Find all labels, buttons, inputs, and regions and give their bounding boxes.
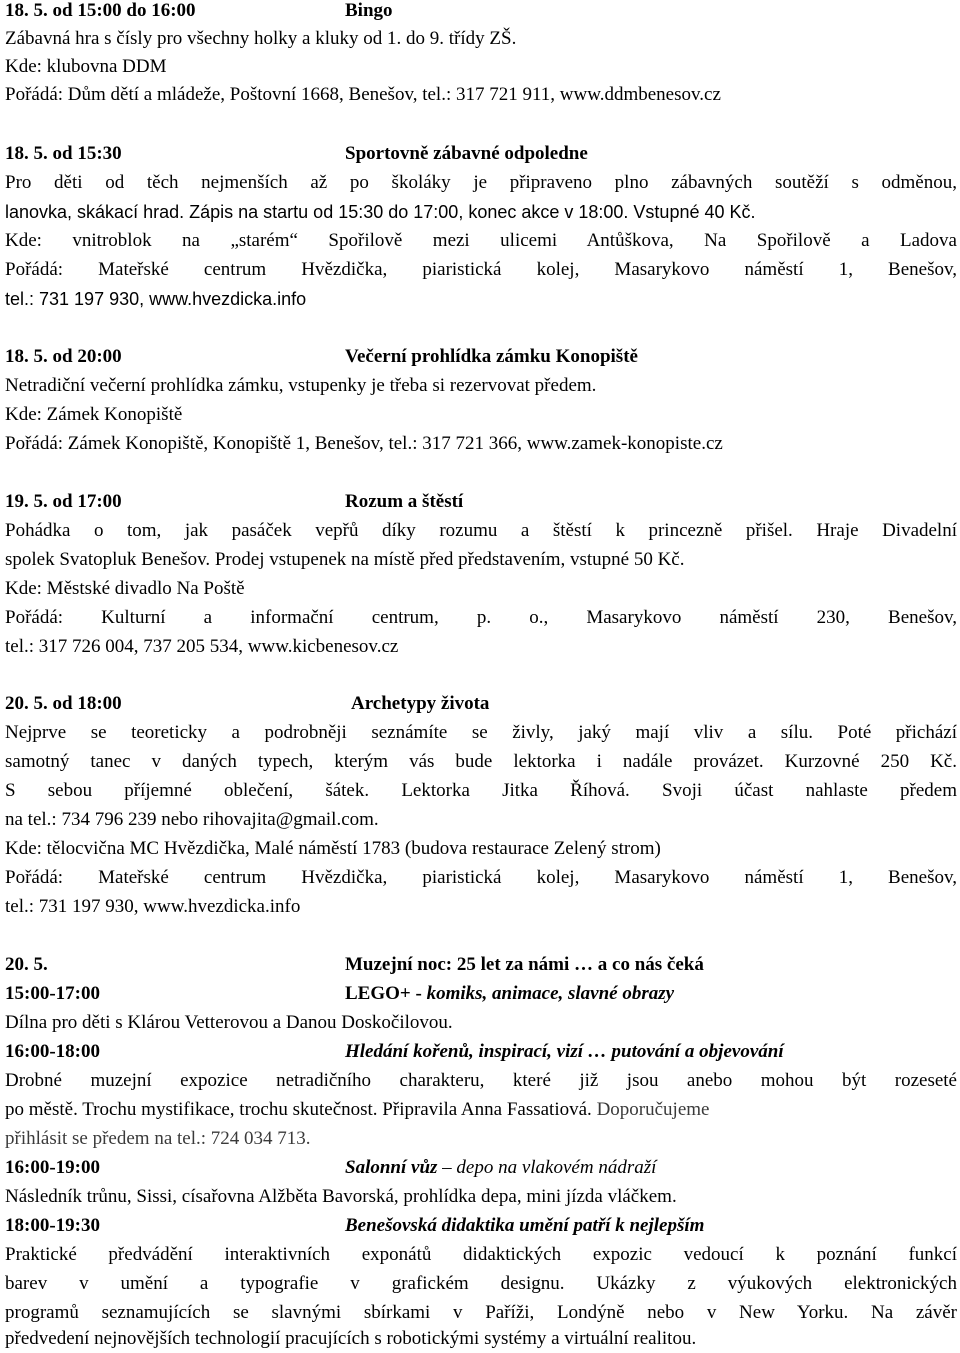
event-text: Netradiční večerní prohlídka zámku, vstupenky je třeba si rezervovat předem. (5, 375, 597, 396)
event-header-bingo (5, 0, 957, 25)
event-text: Pohádka o tom, jak pasáček vepřů díky rozumu a štěstí k princezně přišel. Hraje Divadelní (5, 520, 957, 541)
event-title: Bingo (345, 0, 393, 21)
museum-item-title: Hledání kořenů, inspirací, vizí … putování a objevování (345, 1041, 784, 1062)
museum-item-text-part: Doporučujeme (596, 1099, 710, 1120)
event-organizer: Pořádá: Zámek Konopiště, Konopiště 1, Benešov, tel.: 317 721 366, www.zamek-konopiste.cz (5, 433, 723, 454)
museum-item-title-bold: LEGO+ - (345, 983, 427, 1004)
museum-item-header (5, 1212, 957, 1240)
event-organizer: Pořádá: Mateřské centrum Hvězdička, piaristická kolej, Masarykovo náměstí 1, Benešov, (5, 259, 957, 280)
event-location: Kde: vnitroblok na „starém“ Spořilově mezi ulicemi Antůškova, Na Spořilově a Ladova (5, 230, 957, 251)
museum-item-title-italic: komiks, animace, slavné obrazy (426, 983, 675, 1004)
event-contact: tel.: 317 726 004, 737 205 534, www.kicbenesov.cz (5, 636, 399, 657)
event-text: samotný tanec v daných typech, kterým vás bude lektorka i nadále provázet. Kurzovné 250 Kč. (5, 751, 957, 772)
museum-item-text: předvedení nejnovějších technologií pracujících s robotickými systémy a virtuální realitou. (5, 1328, 697, 1349)
event-location: Kde: Zámek Konopiště (5, 404, 183, 425)
event-text: Zábavná hra s čísly pro všechny holky a kluky od 1. do 9. třídy ZŠ. (5, 28, 517, 49)
museum-item-text (5, 1096, 957, 1124)
event-location: Kde: Městské divadlo Na Poště (5, 578, 245, 599)
museum-item-text: Následník trůnu, Sissi, císařovna Alžběta Bavorská, prohlídka depa, mini jízda vláčkem. (5, 1186, 677, 1207)
museum-item-text: Dílna pro děti s Klárou Vetterovou a Danou Doskočilovou. (5, 1012, 453, 1033)
event-header-theatre (5, 488, 957, 516)
event-contact: tel.: 731 197 930, www.hvezdicka.info (5, 289, 307, 309)
event-title: Sportovně zábavné odpoledne (345, 143, 588, 164)
event-date: 18. 5. od 15:30 (5, 143, 122, 164)
museum-item-title-italic: – depo na vlakovém nádraží (437, 1157, 657, 1178)
event-title: Archetypy života (351, 693, 490, 714)
event-organizer: Pořádá: Dům dětí a mládeže, Poštovní 1668, Benešov, tel.: 317 721 911, www.ddmbenesov.cz (5, 84, 721, 105)
event-text-part: lanovka, skákací hrad. (5, 202, 185, 222)
event-title: Rozum a štěstí (345, 491, 464, 512)
event-title: Večerní prohlídka zámku Konopiště (345, 346, 638, 367)
museum-item-time: 18:00-19:30 (5, 1215, 100, 1236)
museum-header (5, 951, 957, 979)
event-date: 18. 5. od 20:00 (5, 346, 122, 367)
museum-item-text: Drobné muzejní expozice netradičního charakteru, které již jsou anebo mohou být rozeseté (5, 1070, 957, 1091)
museum-item-title (345, 1154, 656, 1182)
museum-item-text: barev v umění a typografie v grafickém designu. Ukázky z výukových elektronických (5, 1273, 957, 1294)
museum-item-time: 16:00-18:00 (5, 1041, 100, 1062)
museum-item-header (5, 1038, 957, 1066)
event-text: S sebou příjemné oblečení, šátek. Lektorka Jitka Říhová. Svoji účast nahlaste předem (5, 780, 957, 801)
event-contact: tel.: 731 197 930, www.hvezdicka.info (5, 896, 301, 917)
museum-item-text: přihlásit se předem na tel.: 724 034 713. (5, 1128, 311, 1149)
event-location: Kde: tělocvična MC Hvězdička, Malé náměstí 1783 (budova restaurace Zelený strom) (5, 838, 661, 859)
event-text-part: Zápis na startu od 15:30 do 17:00, konec akce v 18:00. Vstupné 40 Kč. (189, 202, 756, 222)
event-location: Kde: klubovna DDM (5, 56, 167, 77)
event-header-castle (5, 343, 957, 371)
event-text (5, 198, 957, 226)
museum-item-title-bold: Salonní vůz (345, 1157, 438, 1178)
museum-item-header (5, 980, 957, 1008)
event-organizer: Pořádá: Kulturní a informační centrum, p. o., Masarykovo náměstí 230, Benešov, (5, 607, 957, 628)
event-date: 20. 5. od 18:00 (5, 693, 122, 714)
event-text: na tel.: 734 796 239 nebo rihovajita@gmail.com. (5, 809, 379, 830)
museum-item-time: 15:00-17:00 (5, 983, 100, 1004)
museum-item-text: Praktické předvádění interaktivních exponátů didaktických expozic vedoucí k poznání funkcí (5, 1244, 957, 1265)
museum-date: 20. 5. (5, 954, 48, 975)
event-header-archetypes (5, 690, 957, 718)
event-text: Pro děti od těch nejmenších až po školáky je připraveno plno zábavných soutěží s odměnou, (5, 172, 957, 193)
museum-item-text: programů seznamujících se slavnými sbírkami v Paříži, Londýně nebo v New Yorku. Na závěr (5, 1302, 957, 1323)
museum-item-title (345, 980, 674, 1008)
event-date: 18. 5. od 15:00 do 16:00 (5, 0, 196, 21)
event-text: Nejprve se teoreticky a podrobněji seznámíte se živly, jaký mají vliv a sílu. Poté přichází (5, 722, 957, 743)
event-date: 19. 5. od 17:00 (5, 491, 122, 512)
event-text: spolek Svatopluk Benešov. Prodej vstupenek na místě před představením, vstupné 50 Kč. (5, 549, 685, 570)
event-header-sport (5, 140, 957, 168)
event-organizer: Pořádá: Mateřské centrum Hvězdička, piaristická kolej, Masarykovo náměstí 1, Benešov, (5, 867, 957, 888)
museum-item-title: Benešovská didaktika umění patří k nejlepším (345, 1215, 705, 1236)
museum-item-text-part: po městě. Trochu mystifikace, trochu skutečnost. Připravila Anna Fassatiová. (5, 1099, 592, 1120)
museum-item-header (5, 1154, 957, 1182)
museum-title: Muzejní noc: 25 let za námi … a co nás čeká (345, 954, 704, 975)
museum-item-time: 16:00-19:00 (5, 1157, 100, 1178)
